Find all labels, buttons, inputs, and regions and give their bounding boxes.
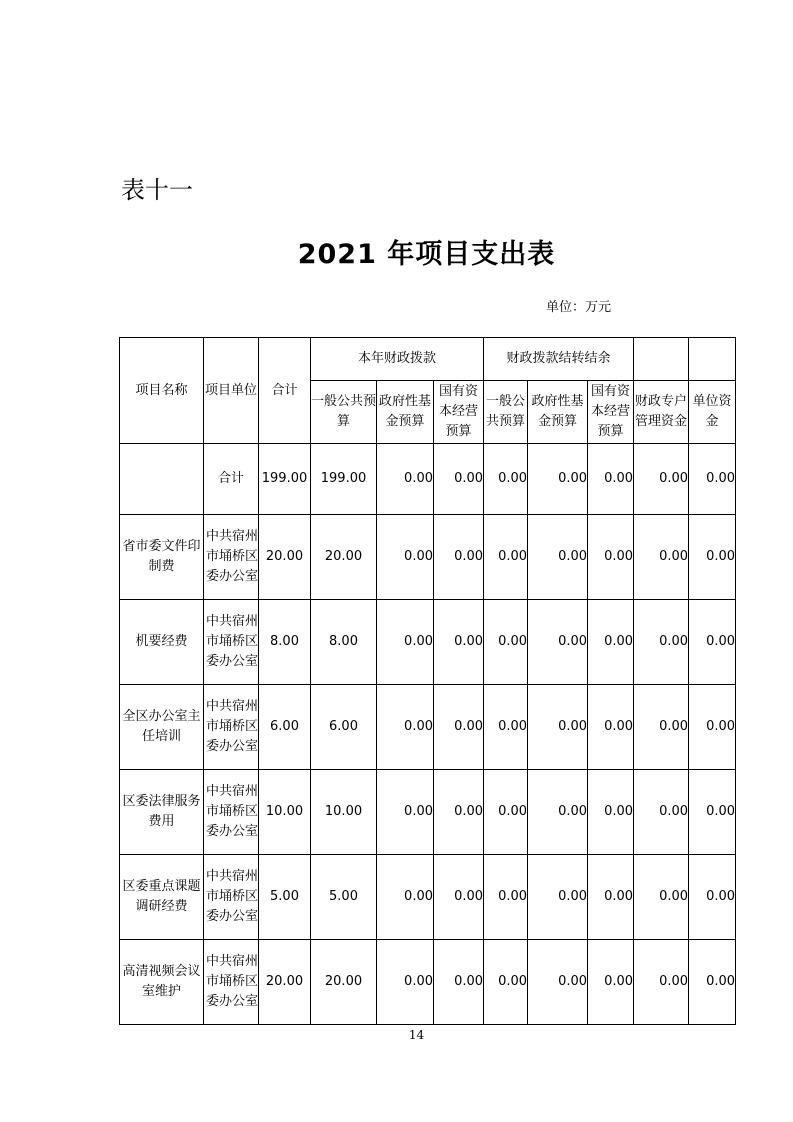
total-row-label: 合计 <box>204 444 259 515</box>
amount-cell: 0.00 <box>588 855 634 940</box>
header-state-capital-budget: 国有资本经营预算 <box>434 381 484 444</box>
amount-cell: 0.00 <box>484 600 528 685</box>
amount-cell: 0.00 <box>689 515 736 600</box>
total-cell: 0.00 <box>484 444 528 515</box>
amount-cell: 0.00 <box>377 600 434 685</box>
amount-cell: 0.00 <box>634 515 689 600</box>
project-name-cell: 区委重点课题调研经费 <box>120 855 204 940</box>
project-unit-cell: 中共宿州市埇桥区委办公室 <box>204 600 259 685</box>
total-row-name <box>120 444 204 515</box>
amount-cell: 0.00 <box>484 515 528 600</box>
project-unit-cell: 中共宿州市埇桥区委办公室 <box>204 515 259 600</box>
header-general-budget: 一般公共预算 <box>311 381 377 444</box>
amount-cell: 0.00 <box>588 515 634 600</box>
project-name-cell: 高清视频会议室维护 <box>120 940 204 1025</box>
header-carry-state-capital-budget: 国有资本经营预算 <box>588 381 634 444</box>
table-row <box>120 600 736 685</box>
amount-cell: 0.00 <box>377 515 434 600</box>
amount-cell: 8.00 <box>311 600 377 685</box>
amount-cell: 0.00 <box>528 855 588 940</box>
table-row <box>120 515 736 600</box>
page-number: 14 <box>408 1028 425 1042</box>
amount-cell: 0.00 <box>634 600 689 685</box>
header-unit-fund: 单位资金 <box>689 381 736 444</box>
header-total: 合计 <box>259 338 311 444</box>
amount-cell: 20.00 <box>259 515 311 600</box>
project-name-cell: 区委法律服务费用 <box>120 770 204 855</box>
amount-cell: 0.00 <box>634 770 689 855</box>
amount-cell: 0.00 <box>377 770 434 855</box>
amount-cell: 10.00 <box>259 770 311 855</box>
amount-cell: 0.00 <box>689 600 736 685</box>
amount-cell: 20.00 <box>311 940 377 1025</box>
amount-cell: 0.00 <box>434 940 484 1025</box>
header-project-unit: 项目单位 <box>204 338 259 444</box>
header-carry-gov-fund-budget: 政府性基金预算 <box>528 381 588 444</box>
header-fiscal-special-fund: 财政专户管理资金 <box>634 381 689 444</box>
total-cell: 0.00 <box>434 444 484 515</box>
total-cell: 199.00 <box>311 444 377 515</box>
project-unit-cell: 中共宿州市埇桥区委办公室 <box>204 940 259 1025</box>
project-name-cell: 全区办公室主任培训 <box>120 685 204 770</box>
amount-cell: 0.00 <box>689 940 736 1025</box>
project-unit-cell: 中共宿州市埇桥区委办公室 <box>204 770 259 855</box>
amount-cell: 10.00 <box>311 770 377 855</box>
amount-cell: 0.00 <box>434 600 484 685</box>
amount-cell: 8.00 <box>259 600 311 685</box>
amount-cell: 0.00 <box>434 515 484 600</box>
amount-cell: 0.00 <box>434 770 484 855</box>
table-number: 表十一 <box>121 176 193 204</box>
total-cell: 0.00 <box>634 444 689 515</box>
amount-cell: 20.00 <box>311 515 377 600</box>
project-unit-cell: 中共宿州市埇桥区委办公室 <box>204 685 259 770</box>
header-gov-fund-budget: 政府性基金预算 <box>377 381 434 444</box>
total-cell: 0.00 <box>588 444 634 515</box>
header-carryover: 财政拨款结转结余 <box>484 338 634 381</box>
amount-cell: 0.00 <box>484 940 528 1025</box>
amount-cell: 6.00 <box>259 685 311 770</box>
amount-cell: 0.00 <box>528 515 588 600</box>
table-row <box>120 940 736 1025</box>
amount-cell: 0.00 <box>689 685 736 770</box>
project-expenditure-table <box>119 337 736 1025</box>
amount-cell: 0.00 <box>484 770 528 855</box>
total-cell: 0.00 <box>689 444 736 515</box>
unit-label: 单位：万元 <box>546 300 612 315</box>
amount-cell: 0.00 <box>689 855 736 940</box>
amount-cell: 0.00 <box>588 940 634 1025</box>
header-row-1 <box>120 338 736 381</box>
total-cell: 0.00 <box>377 444 434 515</box>
amount-cell: 0.00 <box>528 685 588 770</box>
table-row <box>120 855 736 940</box>
amount-cell: 0.00 <box>588 600 634 685</box>
amount-cell: 0.00 <box>377 940 434 1025</box>
amount-cell: 0.00 <box>634 855 689 940</box>
amount-cell: 0.00 <box>484 685 528 770</box>
table-row <box>120 770 736 855</box>
project-name-cell: 省市委文件印制费 <box>120 515 204 600</box>
amount-cell: 0.00 <box>588 685 634 770</box>
header-blank-1 <box>634 338 689 381</box>
amount-cell: 0.00 <box>434 855 484 940</box>
header-carry-general-budget: 一般公共预算 <box>484 381 528 444</box>
amount-cell: 0.00 <box>588 770 634 855</box>
header-project-name: 项目名称 <box>120 338 204 444</box>
total-cell: 199.00 <box>259 444 311 515</box>
table-row <box>120 685 736 770</box>
amount-cell: 0.00 <box>434 685 484 770</box>
amount-cell: 0.00 <box>528 940 588 1025</box>
page-title: 2021 年项目支出表 <box>297 239 556 270</box>
total-cell: 0.00 <box>528 444 588 515</box>
project-unit-cell: 中共宿州市埇桥区委办公室 <box>204 855 259 940</box>
header-blank-2 <box>689 338 736 381</box>
amount-cell: 0.00 <box>634 685 689 770</box>
total-row <box>120 444 736 515</box>
amount-cell: 5.00 <box>311 855 377 940</box>
amount-cell: 0.00 <box>377 685 434 770</box>
amount-cell: 0.00 <box>634 940 689 1025</box>
amount-cell: 6.00 <box>311 685 377 770</box>
amount-cell: 0.00 <box>484 855 528 940</box>
amount-cell: 0.00 <box>377 855 434 940</box>
amount-cell: 0.00 <box>689 770 736 855</box>
amount-cell: 0.00 <box>528 770 588 855</box>
header-fiscal-allocation: 本年财政拨款 <box>311 338 484 381</box>
amount-cell: 5.00 <box>259 855 311 940</box>
project-name-cell: 机要经费 <box>120 600 204 685</box>
amount-cell: 0.00 <box>528 600 588 685</box>
amount-cell: 20.00 <box>259 940 311 1025</box>
